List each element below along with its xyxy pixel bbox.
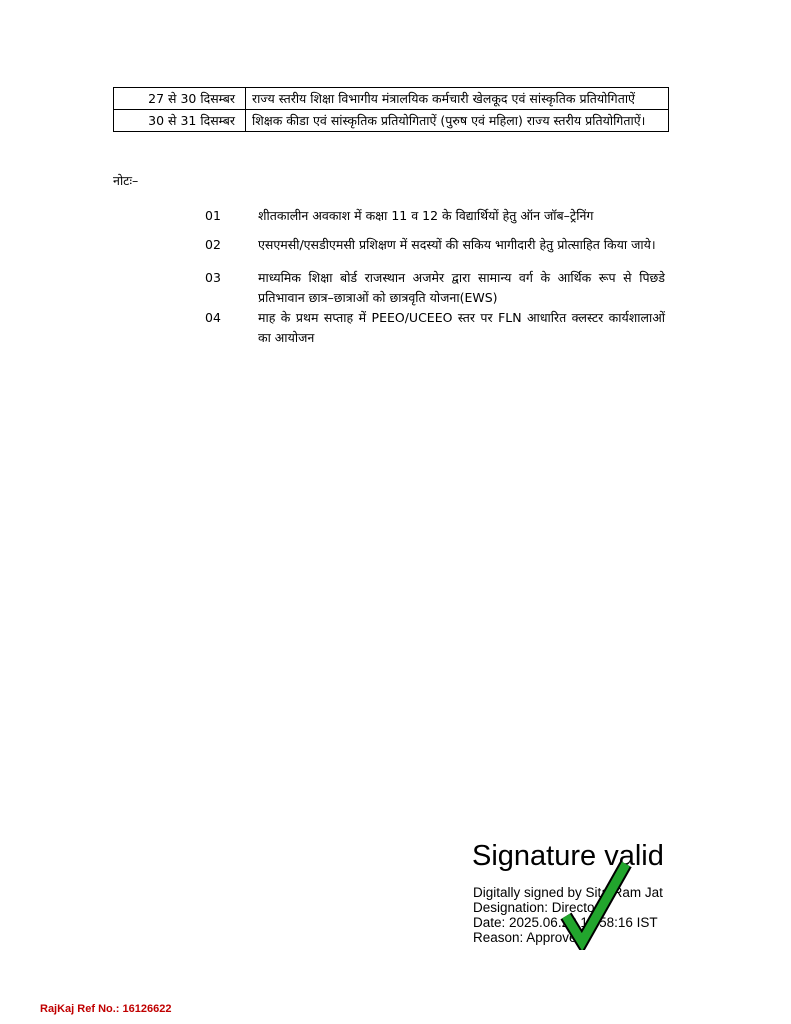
note-number: 02 [205,237,221,252]
schedule-event: शिक्षक कीडा एवं सांस्कृतिक प्रतियोगिताऐं (पुरुष एवं महिला) राज्य स्तरीय प्रतियोगिताऐं। [246,110,669,132]
signature-title: Signature valid [472,840,664,872]
table-row [114,88,669,110]
schedule-date: 30 से 31 दिसम्बर [114,110,246,132]
note-text: एसएमसी/एसडीएमसी प्रशिक्षण में सदस्यों की सकिय भागीदारी हेतु प्रोत्साहित किया जाये। [258,237,656,252]
rajkaj-ref-number: RajKaj Ref No.: 16126622 [40,1003,172,1015]
note-text: शीतकालीन अवकाश में कक्षा 11 व 12 के विद्यार्थियों हेतु ऑन जॉब–ट्रेनिंग [258,208,594,223]
signature-reason: Reason: Approved [473,930,585,945]
note-number: 01 [205,208,221,223]
note-number: 04 [205,310,221,325]
notes-label: नोटः– [113,173,139,188]
note-text: माध्यमिक शिक्षा बोर्ड राजस्थान अजमेर द्वारा सामान्य वर्ग के आर्थिक रूप से पिछडे प्रतिभावान छात्र–छात्राओं को छात्रवृति योजना(EWS) [258,270,665,305]
note-number: 03 [205,270,221,285]
table-row [114,110,669,132]
note-text: माह के प्रथम सप्ताह में PEEO/UCEEO स्तर पर FLN आधारित क्लस्टर कार्यशालाओं का आयोजन [258,310,665,345]
signature-signer: Digitally signed by Sita Ram Jat [473,885,663,900]
schedule-event: राज्य स्तरीय शिक्षा विभागीय मंत्रालयिक कर्मचारी खेलकूद एवं सांस्कृतिक प्रतियोगिताऐं [246,88,669,110]
schedule-table [113,87,669,132]
signature-date: Date: 2025.06.28 12:58:16 IST [473,915,658,930]
signature-designation: Designation: Director [473,900,600,915]
checkmark-icon [560,858,632,950]
schedule-date: 27 से 30 दिसम्बर [114,88,246,110]
